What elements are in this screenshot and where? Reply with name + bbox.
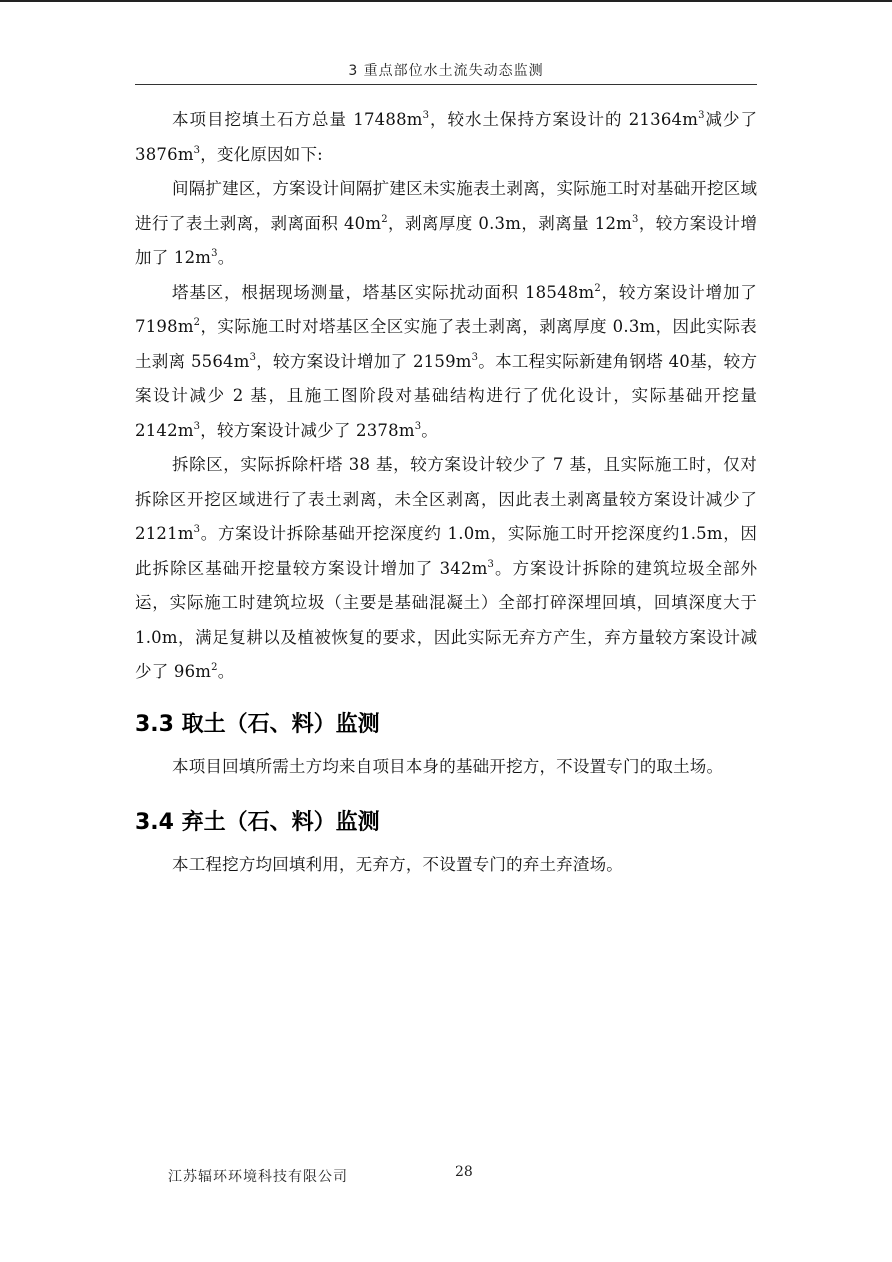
section-heading-borrow-monitoring: 3.3 取土（石、料）监测 (135, 711, 380, 737)
paragraph-demolition-area: 拆除区，实际拆除杆塔 38 基，较方案设计较少了 7 基，且实际施工时，仅对拆除区开挖区域进行了表土剥离，未全区剥离，因此表土剥离量较方案设计减少了 $2121m^3$。方案设计拆除基础开挖深度约 1.0m，实际施工时开挖深度约1.5m，因此拆除区基础开挖量较方案设计增加了 $342m^3$。方案设计拆除的建筑垃圾全部外运，实际施工时建筑垃圾（主要是基础混凝土）全部打碎深埋回填，回填深度大于 1.0m，满足复耕以及植被恢复的要求，因此实际无弃方产生，弃方量较方案设计减少了 $96m^2$。 (135, 455, 758, 681)
header-divider (135, 84, 757, 85)
footer-company-name: 江苏辐环环境科技有限公司 (168, 1169, 348, 1185)
section-heading-spoil-monitoring: 3.4 弃土（石、料）监测 (135, 810, 380, 835)
document-body (135, 103, 757, 883)
paragraph-tower-base-area: 塔基区，根据现场测量，塔基区实际扰动面积 $18548m^2$，较方案设计增加了 $7198m^2$，实际施工时对塔基区全区实施了表土剥离，剥离厚度 0.3m，因此实际表土剥离 $5564m^3$，较方案设计增加了 $2159m^3$。本工程实际新建角钢塔 40基，较方案设计减少 2 基，且施工图阶段对基础结构进行了优化设计，实际基础开挖量 $2142m^3$，较方案设计减少了 $2378m^3$。 (135, 282, 758, 440)
paragraph-bay-expansion-area: 间隔扩建区，方案设计间隔扩建区未实施表土剥离，实际施工时对基础开挖区域进行了表土剥离，剥离面积 $40m^2$，剥离厚度 0.3m，剥离量 $12m^3$，较方案设计增加了 $12m^3$。 (135, 179, 758, 267)
running-header: 3 重点部位水土流失动态监测 (348, 63, 544, 79)
paragraph-borrow-monitoring: 本项目回填所需土方均来自项目本身的基础开挖方，不设置专门的取土场。 (172, 756, 724, 776)
paragraph-earthwork-summary: 本项目挖填土石方总量 $17488m^3$，较水土保持方案设计的 $21364m^3$减少了 $3876m^3$，变化原因如下: (135, 110, 758, 164)
top-border-line (0, 0, 892, 2)
page-number: 28 (455, 1164, 473, 1180)
paragraph-spoil-monitoring: 本工程挖方均回填利用，无弃方，不设置专门的弃土弃渣场。 (172, 855, 623, 874)
